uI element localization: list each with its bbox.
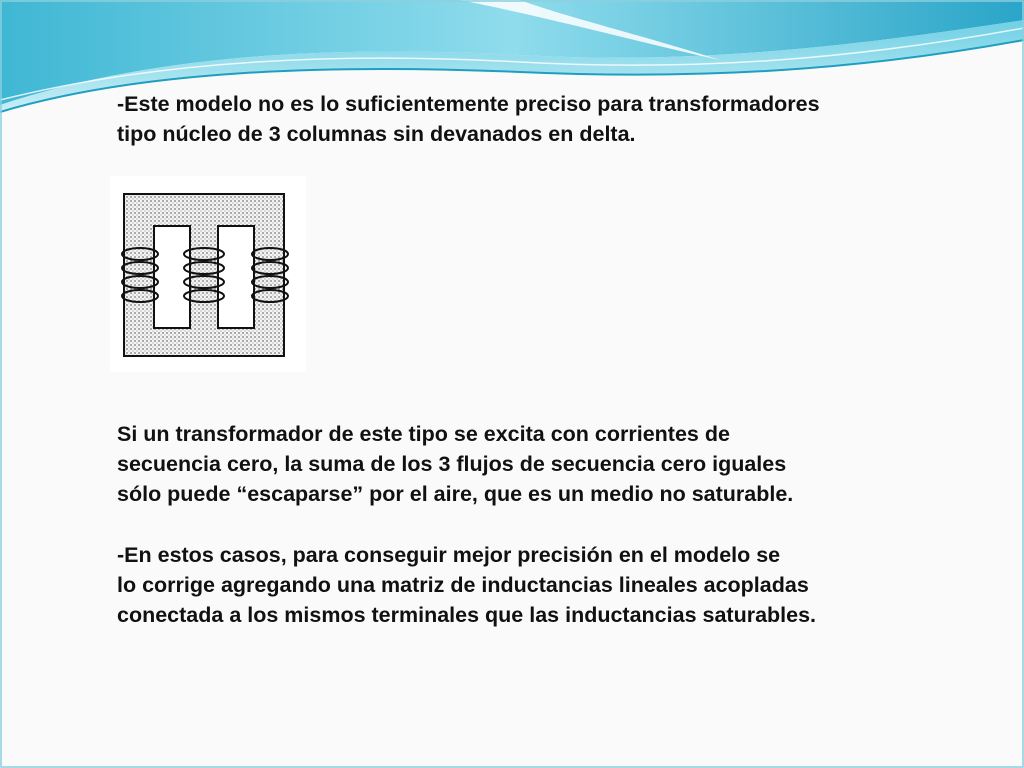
paragraph-3-line-1: -En estos casos, para conseguir mejor precisión en el modelo se [117,543,781,567]
three-leg-transformer-core-icon [110,176,306,372]
paragraph-1-line-2: tipo núcleo de 3 columnas sin devanados en delta. [117,122,636,146]
paragraph-model-limitation [117,89,820,149]
paragraph-correction [117,540,816,630]
paragraph-3-line-2: lo corrige agregando una matriz de inductancias lineales acopladas [117,573,809,597]
paragraph-2-line-2: secuencia cero, la suma de los 3 flujos de secuencia cero iguales [117,452,787,476]
paragraph-1-line-1: -Este modelo no es lo suficientemente preciso para transformadores [117,92,820,116]
paragraph-3-line-3: conectada a los mismos terminales que las inductancias saturables. [117,603,817,627]
paragraph-zero-sequence [117,419,793,509]
paragraph-2-line-1: Si un transformador de este tipo se excita con corrientes de [117,422,730,446]
paragraph-2-line-3: sólo puede “escaparse” por el aire, que es un medio no saturable. [117,482,794,506]
